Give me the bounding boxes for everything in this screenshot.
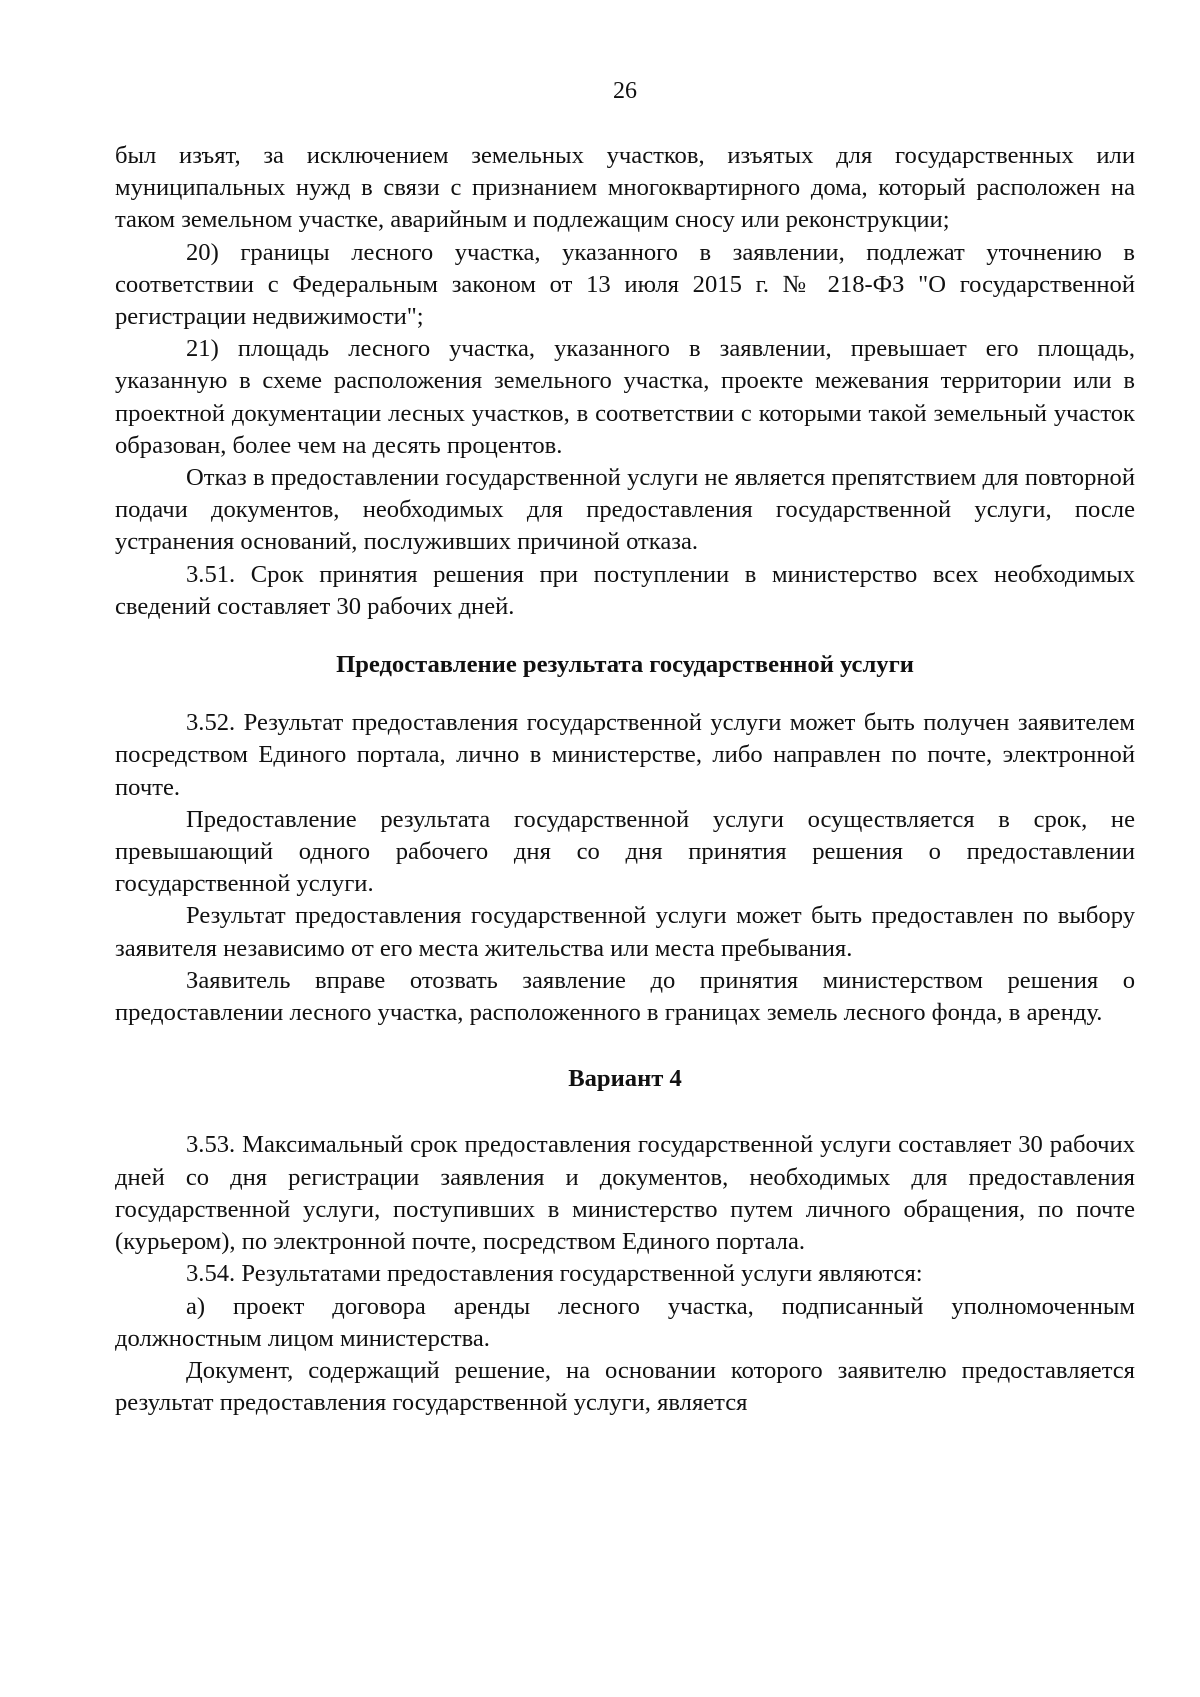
document-body	[115, 140, 1135, 1419]
paragraph-item-a: а) проект договора аренды лесного участка, подписанный уполномоченным должностным лицом министерства.	[115, 1292, 1135, 1352]
paragraph-withdraw: Заявитель вправе отозвать заявление до принятия министерством решения о предоставлении лесного участка, расположенного в границах земель лесного фонда, в аренду.	[115, 966, 1135, 1027]
paragraph-3-51: 3.51. Срок принятия решения при поступлении в министерство всех необходимых сведений составляет 30 рабочих дней.	[115, 560, 1135, 620]
page-number: 26	[613, 78, 637, 104]
paragraph-result-choice: Результат предоставления государственной услуги может быть предоставлен по выбору заявителя независимо от его места жительства или места пребывания.	[115, 902, 1135, 962]
paragraph-3-52: 3.52. Результат предоставления государственной услуги может быть получен заявителем посредством Единого портала, лично в министерстве, либо направлен по почте, электронной почте.	[115, 709, 1135, 801]
section-heading-result: Предоставление результата государственной услуги	[336, 651, 914, 679]
paragraph-3-54: 3.54. Результатами предоставления государственной услуги являются:	[186, 1260, 923, 1288]
paragraph-3-53: 3.53. Максимальный срок предоставления государственной услуги составляет 30 рабочих дней со дня регистрации заявления и документов, необходимых для предоставления государственной услуги, поступивших в министерство путем личного обращения, по почте (курьером), по электронной почте, посредством Единого портала.	[115, 1131, 1135, 1256]
section-heading-variant-4: Вариант 4	[568, 1065, 682, 1093]
paragraph-item-20: 20) границы лесного участка, указанного в заявлении, подлежат уточнению в соответствии с Федеральным законом от 13 июля 2015 г. № 218-ФЗ "О государственной регистрации недвижимости";	[115, 238, 1135, 331]
paragraph-item-21: 21) площадь лесного участка, указанного в заявлении, превышает его площадь, указанную в схеме расположения земельного участка, проекте межевания территории или в проектной документации лесных участков, в соответствии с которыми такой земельный участок образован, более чем на десять процентов.	[115, 335, 1135, 459]
paragraph-result-term: Предоставление результата государственной услуги осуществляется в срок, не превышающий одного рабочего дня со дня принятия решения о предоставлении государственной услуги.	[115, 805, 1135, 898]
paragraph-refusal: Отказ в предоставлении государственной услуги не является препятствием для повторной подачи документов, необходимых для предоставления государственной услуги, после устранения оснований, послуживших причиной отказа.	[115, 464, 1135, 556]
paragraph-continuation: был изъят, за исключением земельных участков, изъятых для государственных или муниципальных нужд в связи с признанием многоквартирного дома, который расположен на таком земельном участке, аварийным и подлежащим сносу или реконструкции;	[115, 142, 1135, 234]
paragraph-document: Документ, содержащий решение, на основании которого заявителю предоставляется результат предоставления государственной услуги, является	[115, 1356, 1135, 1417]
